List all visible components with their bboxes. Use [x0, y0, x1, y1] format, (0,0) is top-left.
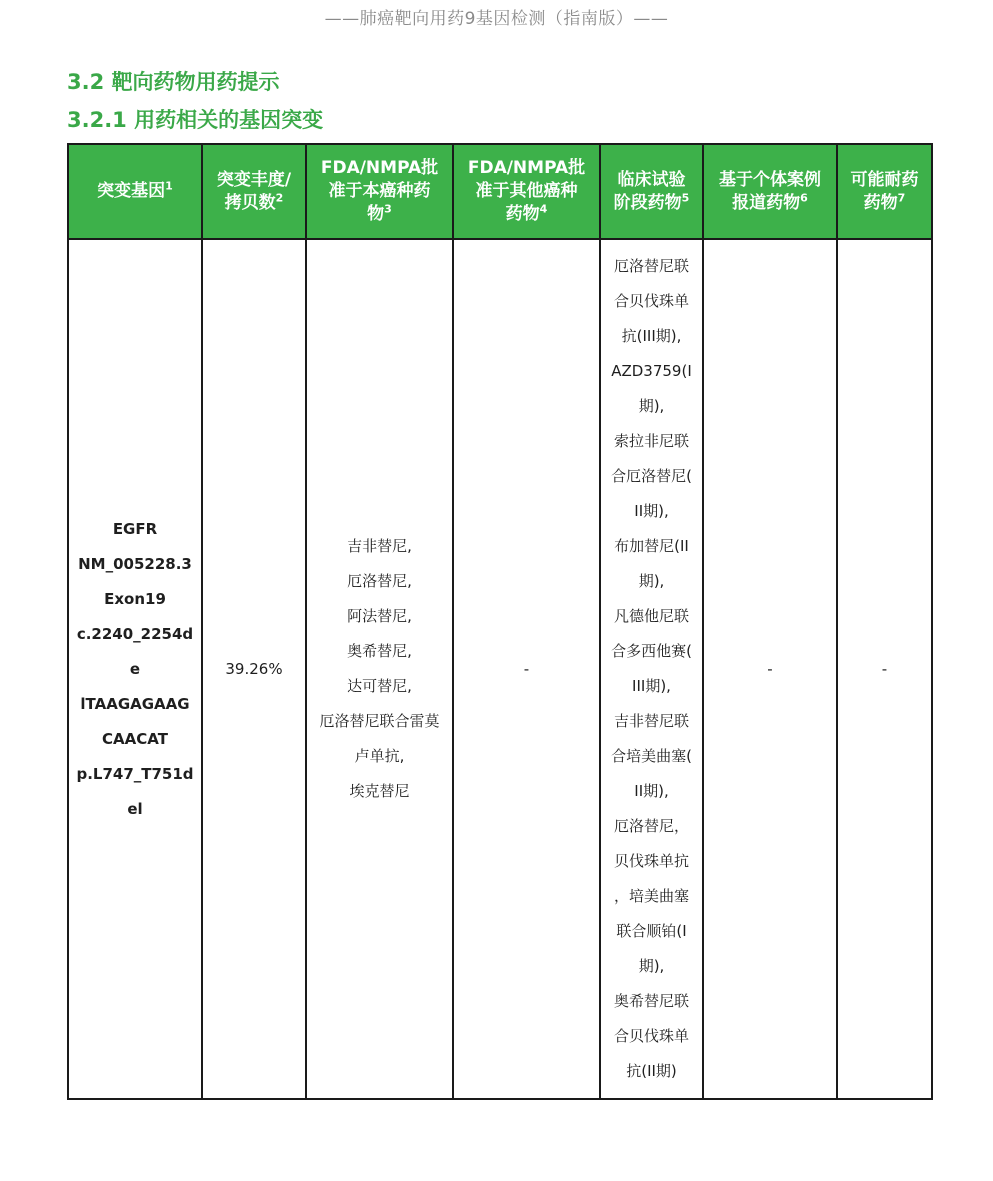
- column-header-line: FDA/NMPA批: [320, 158, 439, 178]
- column-header-line: 报道药物$^6$: [732, 190, 808, 213]
- cell-text-line: 吉非替尼联: [613, 712, 689, 730]
- cell-text-line: 埃克替尼: [349, 782, 410, 800]
- footnote-marker: 5: [681, 190, 690, 204]
- cell-text-line: 凡德他尼联: [613, 607, 689, 625]
- footnote-marker: 1: [165, 179, 173, 193]
- column-header-line: 拷贝数$^2$: [224, 190, 284, 213]
- cell-text-line: 期),: [638, 957, 665, 975]
- column-header: [703, 144, 837, 239]
- cell-text-line: 厄洛替尼，: [613, 817, 689, 835]
- column-header-line: 突变丰度/: [216, 169, 292, 190]
- section-subtitle: 3.2.1 用药相关的基因突变: [67, 108, 324, 132]
- column-header-line: 阶段药物$^5$: [613, 190, 690, 213]
- table-header-row: [68, 144, 932, 239]
- footnote-marker: 7: [897, 190, 906, 204]
- table-row: [68, 239, 932, 1099]
- column-header: [837, 144, 932, 239]
- cell-text-line: 厄洛替尼,: [347, 572, 412, 590]
- cell-text-line: 索拉非尼联: [613, 432, 689, 450]
- cell-text-line: 贝伐珠单抗: [613, 852, 689, 870]
- footnote-marker: 4: [539, 202, 548, 216]
- column-header-line: 准于其他癌种: [475, 181, 578, 201]
- cell-text-line: II期),: [634, 502, 669, 520]
- cell-text-line: II期),: [634, 782, 669, 800]
- cell-text-line: 奥希替尼联: [613, 992, 689, 1010]
- column-header-line: FDA/NMPA批: [467, 158, 586, 178]
- column-header: [453, 144, 600, 239]
- cell-text-line: 合多西他赛(: [611, 642, 692, 660]
- cell-text-line: III期),: [632, 677, 671, 695]
- approved-this-cancer-cell: [306, 239, 453, 1099]
- mutation-drug-table: [67, 143, 933, 1100]
- clinical-trial-cell: [600, 239, 703, 1099]
- column-header: [202, 144, 306, 239]
- section-title: 3.2 靶向药物用药提示: [67, 70, 280, 94]
- cell-text-line: 厄洛替尼联: [613, 257, 689, 275]
- cell-text-line: 合贝伐珠单: [613, 292, 689, 310]
- cell-text-line: 合贝伐珠单: [613, 1027, 689, 1045]
- footnote-marker: 3: [384, 202, 392, 216]
- running-header: ——肺癌靶向用药9基因检测（指南版）——: [324, 9, 669, 29]
- column-header-line: 临床试验: [617, 169, 686, 190]
- column-header-line: 基于个体案例: [719, 169, 821, 190]
- cell-text-line: AZD3759(I: [611, 362, 692, 380]
- approved-other-cancer-value: -: [523, 659, 530, 678]
- cell-text-line: p.L747_T751d: [76, 764, 194, 783]
- case-report-value: -: [767, 659, 773, 678]
- column-header: [600, 144, 703, 239]
- case-report-cell: [703, 239, 837, 1099]
- footnote-marker: 6: [800, 190, 808, 204]
- cell-text-line: 期),: [638, 397, 665, 415]
- approved-other-cancer-cell: [453, 239, 600, 1099]
- cell-text-line: 抗(II期): [626, 1062, 677, 1080]
- cell-text-line: 吉非替尼,: [347, 537, 412, 555]
- cell-text-line: 阿法替尼,: [347, 607, 412, 625]
- cell-text-line: ，培美曲塞: [613, 887, 689, 905]
- column-header-line: 药物$^7$: [863, 190, 906, 213]
- column-header-line: 可能耐药: [850, 169, 919, 190]
- cell-text-line: c.2240_2254de: [76, 624, 194, 678]
- cell-text-line: 达可替尼,: [347, 677, 412, 695]
- cell-text-line: Exon19: [104, 589, 166, 608]
- cell-text-line: 期),: [638, 572, 665, 590]
- cell-text-line: NM_005228.3: [78, 554, 192, 573]
- footnote-marker: 2: [275, 190, 284, 204]
- cell-text-line: 奥希替尼,: [347, 642, 412, 660]
- cell-text-line: el: [127, 799, 143, 818]
- abundance-value: 39.26%: [225, 659, 283, 678]
- cell-text-line: 合培美曲塞(: [611, 747, 692, 765]
- abundance-cell: [202, 239, 306, 1099]
- cell-text-line: lTAAGAGAAG: [80, 694, 190, 713]
- cell-text-line: 联合顺铂(I: [616, 922, 687, 940]
- cell-text-line: 厄洛替尼联合雷莫: [319, 712, 440, 730]
- resistant-value: -: [881, 659, 888, 678]
- column-header-line: 突变基因$^1$: [97, 179, 173, 201]
- mutation-gene-cell: [68, 239, 202, 1099]
- cell-text-line: EGFR: [112, 519, 158, 538]
- cell-text-line: 合厄洛替尼(: [611, 467, 692, 485]
- column-header: [306, 144, 453, 239]
- cell-text-line: CAACAT: [102, 729, 168, 748]
- column-header: [68, 144, 202, 239]
- column-header-line: 物$^3$: [367, 202, 392, 224]
- column-header-line: 药物$^4$: [505, 202, 548, 224]
- cell-text-line: 抗(III期),: [621, 327, 682, 345]
- column-header-line: 准于本癌种药: [328, 181, 431, 201]
- cell-text-line: 布加替尼(II: [614, 537, 689, 555]
- cell-text-line: 卢单抗,: [354, 747, 405, 765]
- resistant-cell: [837, 239, 932, 1099]
